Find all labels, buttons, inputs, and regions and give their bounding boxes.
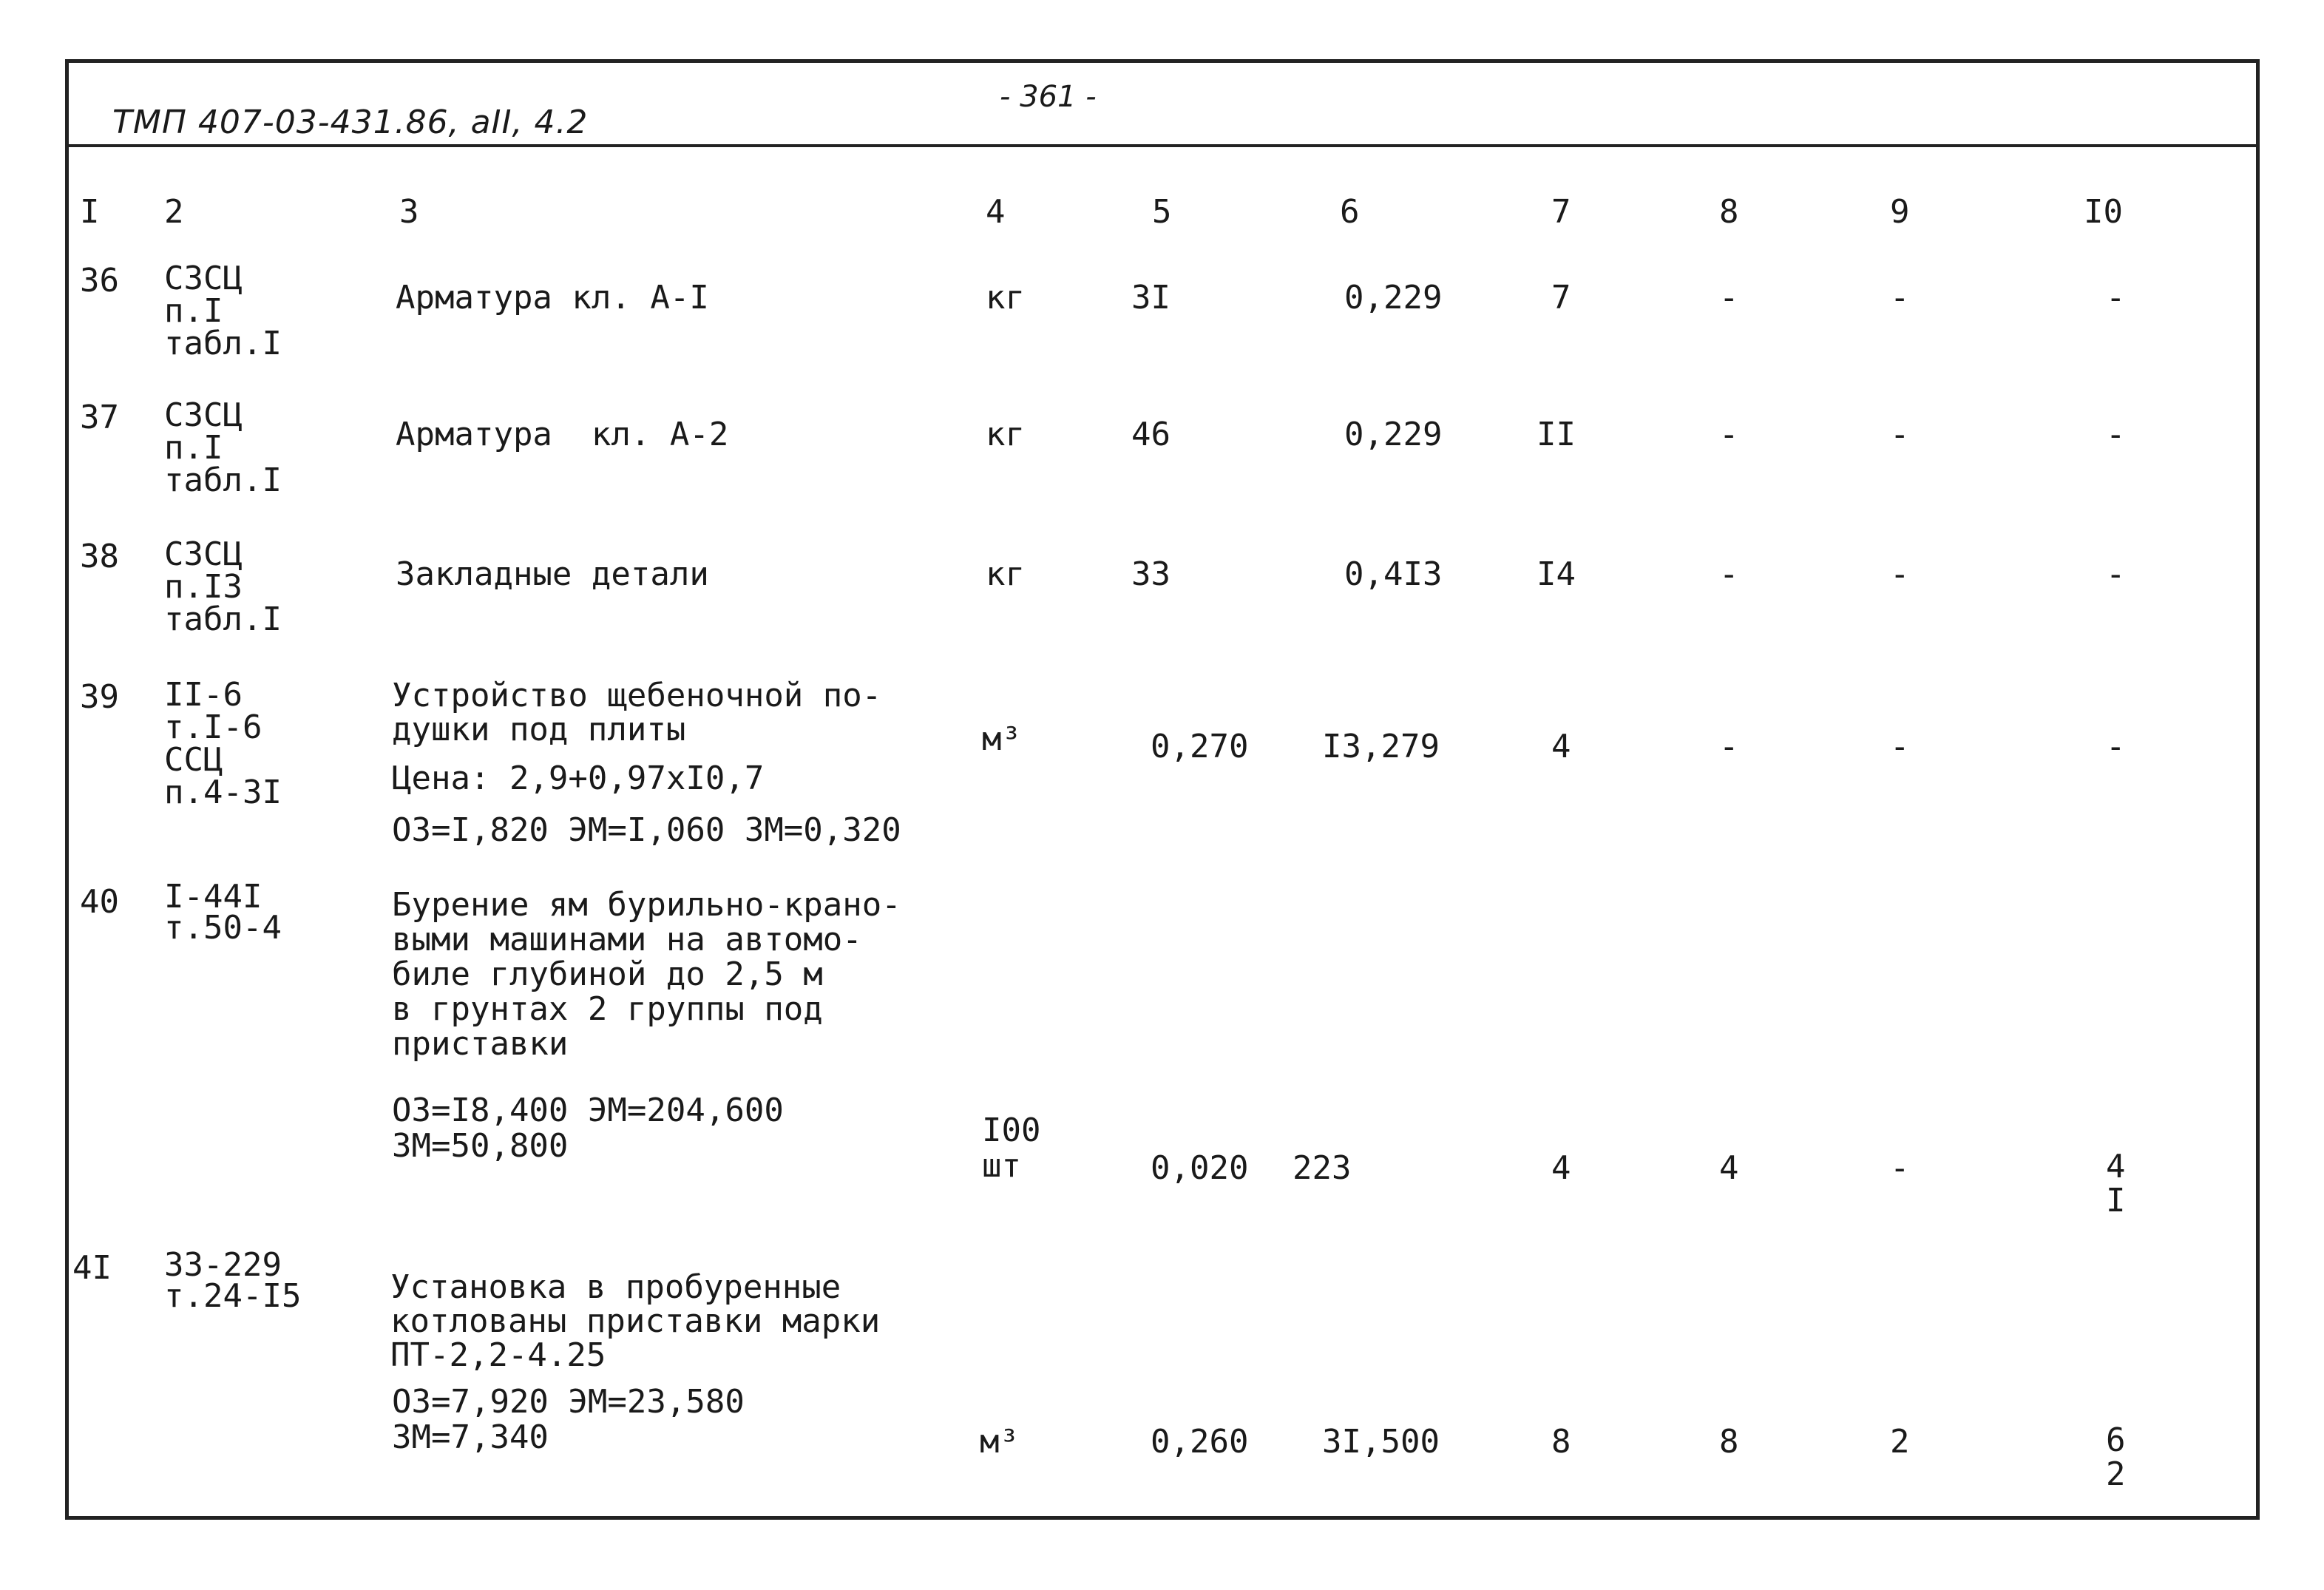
unit: кг [986, 555, 1025, 593]
norm-code: I-44I т.50-4 [164, 878, 282, 947]
work-name: Бурение ям бурильно-крано- выми машинами на автомо- биле глубиной до 2,5 м в грунтах 2 группы под приставки [392, 886, 901, 1063]
col7-value: 8 [1551, 1423, 1571, 1461]
unit: м³ [980, 1423, 1019, 1461]
cost-breakdown: ОЗ=7,920 ЭМ=23,580 ЗМ=7,340 [392, 1383, 745, 1456]
column-number: I0 [2084, 193, 2123, 231]
col8-value: 8 [1719, 1423, 1739, 1461]
norm-code: СЗСЦ п.I табл.I [164, 260, 282, 362]
unit-price: 3I,500 [1322, 1423, 1440, 1461]
row-number: 4I [72, 1249, 112, 1287]
unit-price: 0,229 [1344, 416, 1443, 453]
col9-value: - [1890, 416, 1910, 453]
col7-value: 4 [1551, 1149, 1571, 1187]
quantity: 0,270 [1151, 728, 1249, 765]
quantity: 33 [1131, 555, 1171, 593]
column-number: 3 [399, 193, 419, 231]
quantity: 0,020 [1151, 1149, 1249, 1187]
column-number: 9 [1890, 193, 1910, 231]
col7-value: 7 [1551, 279, 1571, 317]
unit-price: 223 [1293, 1149, 1352, 1187]
norm-code: 33-229 т.24-I5 [164, 1246, 302, 1315]
page-number: - 361 - [1000, 80, 1097, 114]
row-number: 39 [80, 678, 119, 716]
column-number: 7 [1551, 193, 1571, 231]
col8-value: - [1719, 555, 1739, 593]
work-name: Арматура кл. А-2 [396, 416, 729, 453]
col7-value: II [1537, 416, 1576, 453]
quantity: 3I [1131, 279, 1171, 317]
col10-value: - [2106, 279, 2126, 317]
col7-value: 4 [1551, 728, 1571, 765]
unit: м³ [982, 720, 1021, 758]
col9-value: - [1890, 728, 1910, 765]
col8-value: - [1719, 728, 1739, 765]
col9-value: - [1890, 279, 1910, 317]
unit: кг [986, 416, 1025, 453]
col7-value: I4 [1537, 555, 1576, 593]
work-name: Закладные детали [396, 555, 709, 593]
col8-value: - [1719, 416, 1739, 453]
col10-value: - [2106, 416, 2126, 453]
norm-code: II-6 т.I-6 ССЦ п.4-3I [164, 676, 282, 811]
column-number: 8 [1719, 193, 1739, 231]
cost-breakdown: ОЗ=I8,400 ЭМ=204,600 ЗМ=50,800 [392, 1092, 784, 1165]
unit-price: I3,279 [1322, 728, 1440, 765]
row-number: 38 [80, 538, 119, 575]
col8-value: - [1719, 279, 1739, 317]
norm-code: СЗСЦ п.I3 табл.I [164, 535, 282, 638]
cost-breakdown: ОЗ=I,820 ЭМ=I,060 ЗМ=0,320 [392, 811, 901, 849]
quantity: 0,260 [1151, 1423, 1249, 1461]
col10-value: - [2106, 728, 2126, 765]
work-name: Устройство щебеночной по- душки под плиты [392, 677, 882, 748]
work-name: Арматура кл. А-I [396, 279, 709, 317]
col9-value: - [1890, 555, 1910, 593]
col10-value: 6 2 [2106, 1421, 2126, 1493]
col10-value: 4 I [2106, 1148, 2126, 1219]
column-number: 5 [1152, 193, 1172, 231]
unit: кг [986, 279, 1025, 317]
header-divider [65, 144, 2260, 147]
work-name: Установка в пробуренные котлованы приставки марки ПТ-2,2-4.25 [390, 1268, 881, 1374]
row-number: 40 [80, 883, 119, 921]
norm-code: СЗСЦ п.I табл.I [164, 396, 282, 499]
col9-value: 2 [1890, 1423, 1910, 1461]
column-number: 6 [1340, 193, 1360, 231]
column-number: I [80, 193, 100, 231]
col10-value: - [2106, 555, 2126, 593]
document-reference: ТМП 407-03-431.86, аII, 4.2 [112, 104, 589, 141]
col9-value: - [1890, 1149, 1910, 1187]
column-number: 2 [164, 193, 184, 231]
row-number: 37 [80, 399, 119, 436]
row-number: 36 [80, 262, 119, 300]
unit-price: 0,4I3 [1344, 555, 1443, 593]
unit-price: 0,229 [1344, 279, 1443, 317]
column-number: 4 [986, 193, 1006, 231]
price-formula: Цена: 2,9+0,97хI0,7 [392, 760, 765, 797]
unit: I00 шт [982, 1112, 1041, 1185]
quantity: 46 [1131, 416, 1171, 453]
col8-value: 4 [1719, 1149, 1739, 1187]
